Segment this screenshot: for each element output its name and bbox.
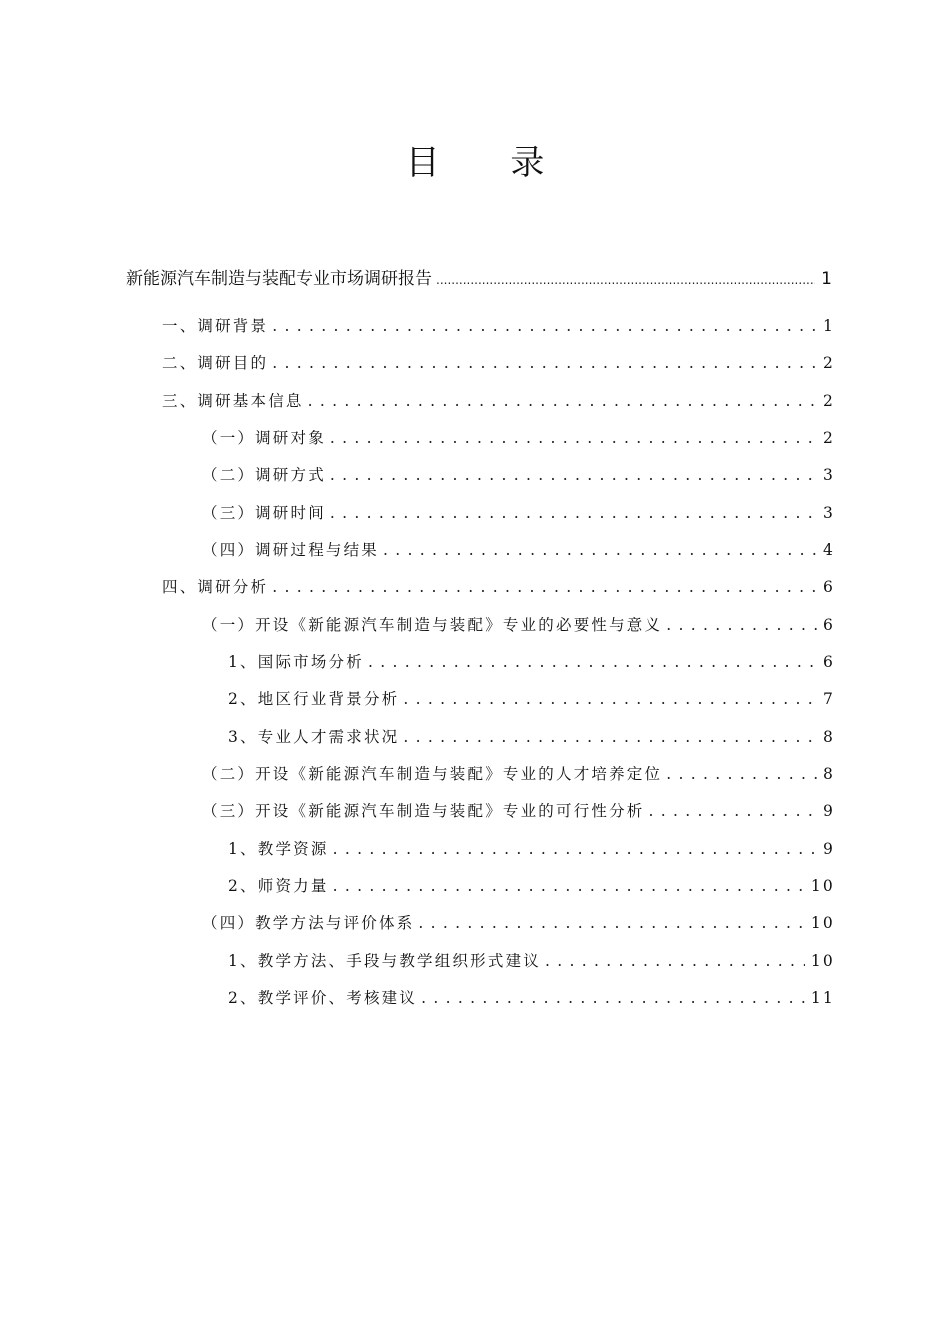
toc-dot-leader <box>272 349 817 377</box>
toc-dot-leader <box>403 685 817 713</box>
toc-entry-label: 2、地区行业背景分析 <box>228 690 400 708</box>
toc-page-number: 4 <box>822 541 835 559</box>
toc-entry-label: 1、国际市场分析 <box>228 653 364 671</box>
toc-entry-label: 三、调研基本信息 <box>162 392 304 410</box>
toc-entry-label: 1、教学方法、手段与教学组织形式建议 <box>228 952 541 970</box>
toc-dot-leader <box>649 797 817 825</box>
toc-page-number: 6 <box>822 653 835 671</box>
page-title: 目 录 <box>405 143 575 183</box>
toc-page-number: 8 <box>822 765 835 783</box>
toc-entry-subsection-4-3[interactable] <box>202 797 835 825</box>
toc-dot-leader <box>545 947 805 975</box>
toc-entry-label: 2、师资力量 <box>228 877 329 895</box>
toc-entry-subsection-4-1[interactable] <box>202 611 835 639</box>
toc-entry-label: （三）开设《新能源汽车制造与装配》专业的可行性分析 <box>202 802 645 820</box>
toc-entry-subsection-3-4[interactable] <box>202 536 835 564</box>
toc-entry-label: 四、调研分析 <box>162 578 269 596</box>
toc-page-number: 10 <box>810 952 835 970</box>
toc-entry-label: （二）调研方式 <box>202 466 326 484</box>
toc-entry-item-4-3-2[interactable] <box>228 872 835 900</box>
toc-entry-item-4-1-2[interactable] <box>228 685 835 713</box>
toc-page-number: 10 <box>810 877 835 895</box>
toc-entry-label: （三）调研时间 <box>202 504 326 522</box>
toc-dot-leader <box>308 387 817 415</box>
toc-page-number: 3 <box>822 466 835 484</box>
toc-entry-label: （四）调研过程与结果 <box>202 541 380 559</box>
toc-entry-item-4-4-2[interactable] <box>228 984 835 1012</box>
toc-entry-label: 1、教学资源 <box>228 840 329 858</box>
toc-page-number: 6 <box>822 578 835 596</box>
toc-page-number: 3 <box>822 504 835 522</box>
toc-dot-leader <box>272 312 817 340</box>
toc-entry-item-4-4-1[interactable] <box>228 947 835 975</box>
toc-page-number: 10 <box>810 914 835 932</box>
toc-dot-leader <box>666 760 817 788</box>
toc-page-number: 9 <box>822 840 835 858</box>
toc-page-number: 11 <box>810 989 835 1007</box>
toc-entry-label: （一）调研对象 <box>202 429 326 447</box>
toc-dot-leader <box>333 835 817 863</box>
toc-dot-leader <box>333 872 805 900</box>
toc-page-number: 2 <box>822 429 835 447</box>
toc-entry-section-2[interactable] <box>162 349 835 377</box>
toc-page-number: 6 <box>822 616 835 634</box>
toc-page-number: 2 <box>822 354 835 372</box>
toc-entry-label: 一、调研背景 <box>162 317 269 335</box>
toc-entry-label: 二、调研目的 <box>162 354 269 372</box>
toc-entry-subsection-3-2[interactable] <box>202 461 835 489</box>
toc-entry-label: 3、专业人才需求状况 <box>228 728 400 746</box>
toc-page-number: 2 <box>822 392 835 410</box>
toc-page-number: 1 <box>822 317 835 335</box>
toc-entry-section-4[interactable] <box>162 573 835 601</box>
toc-page-number: 1 <box>821 269 832 289</box>
toc-entry-section-3[interactable] <box>162 387 835 415</box>
toc-entry-section-1[interactable] <box>162 312 835 340</box>
toc-entry-item-4-1-1[interactable] <box>228 648 835 676</box>
toc-entry-subsection-4-2[interactable] <box>202 760 835 788</box>
toc-entry-item-4-3-1[interactable] <box>228 835 835 863</box>
toc-dot-leader <box>421 984 805 1012</box>
toc-entry-label: （二）开设《新能源汽车制造与装配》专业的人才培养定位 <box>202 765 663 783</box>
toc-page-number: 7 <box>822 690 835 708</box>
toc-dot-leader <box>272 573 817 601</box>
toc-entry-report-title[interactable] <box>126 265 832 293</box>
toc-entry-label: 2、教学评价、考核建议 <box>228 989 418 1007</box>
toc-dot-leader <box>368 648 817 676</box>
toc-entry-item-4-1-3[interactable] <box>228 723 835 751</box>
toc-entry-subsection-3-3[interactable] <box>202 499 835 527</box>
toc-dot-leader <box>330 424 817 452</box>
toc-entry-subsection-4-4[interactable] <box>202 909 835 937</box>
toc-dot-leader <box>330 499 817 527</box>
toc-page-number: 9 <box>822 802 835 820</box>
toc-entry-label: （一）开设《新能源汽车制造与装配》专业的必要性与意义 <box>202 616 663 634</box>
toc-dot-leader <box>436 265 815 294</box>
toc-dot-leader <box>383 536 817 564</box>
toc-dot-leader <box>418 909 804 937</box>
toc-dot-leader <box>330 461 817 489</box>
toc-entry-label: 新能源汽车制造与装配专业市场调研报告 <box>126 269 432 289</box>
toc-entry-subsection-3-1[interactable] <box>202 424 835 452</box>
toc-entry-label: （四）教学方法与评价体系 <box>202 914 415 932</box>
toc-dot-leader <box>666 611 817 639</box>
toc-page-number: 8 <box>822 728 835 746</box>
toc-dot-leader <box>403 723 817 751</box>
